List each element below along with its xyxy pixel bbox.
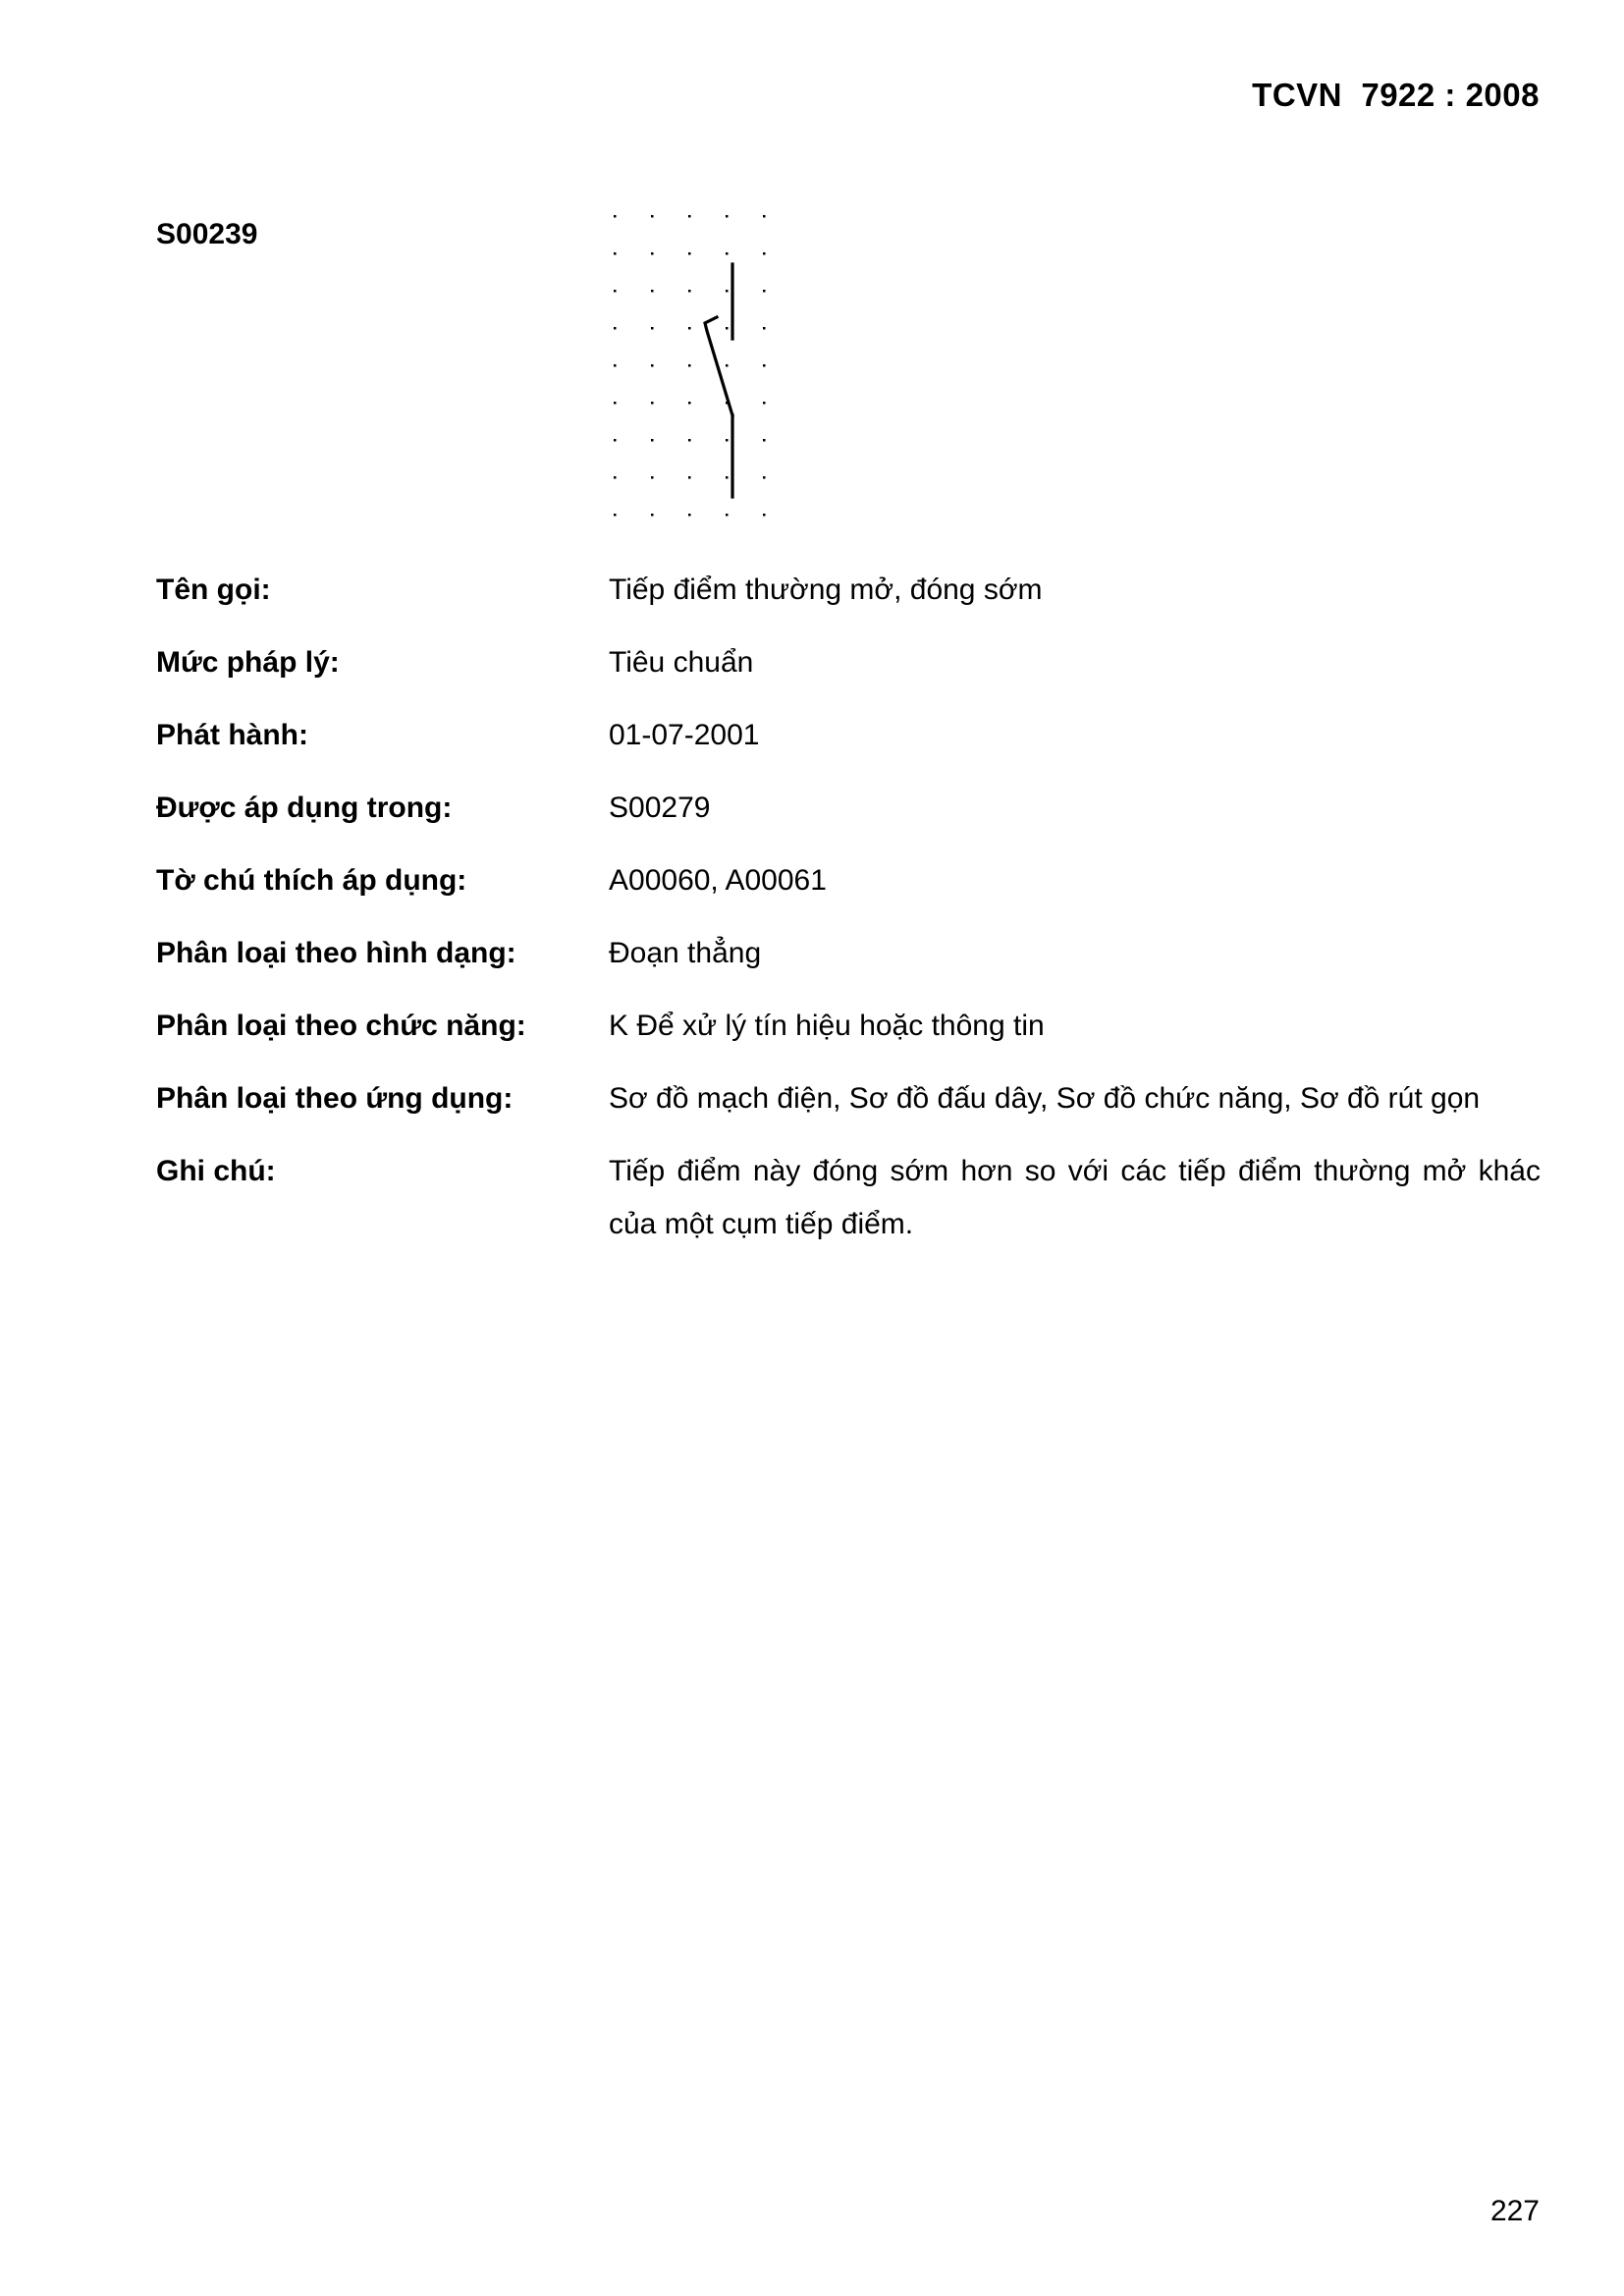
grid-dot (726, 476, 729, 479)
grid-dot (651, 476, 654, 479)
grid-dot (614, 439, 617, 442)
property-row-shape-class (156, 933, 1541, 974)
property-label: Phân loại theo ứng dụng: (156, 1082, 514, 1115)
property-value: 01-07-2001 (609, 719, 760, 751)
property-row-name (156, 570, 1541, 611)
grid-dot (763, 290, 766, 293)
property-row-issued (156, 715, 1541, 756)
property-label: Phân loại theo hình dạng: (156, 937, 516, 969)
grid-dot (726, 252, 729, 255)
grid-dot (726, 514, 729, 517)
grid-dot (688, 327, 691, 330)
grid-dot (726, 439, 729, 442)
page-number: 227 (1489, 2195, 1540, 2227)
grid-dot (763, 252, 766, 255)
grid-dot (614, 402, 617, 405)
grid-dot (763, 402, 766, 405)
grid-dot (688, 476, 691, 479)
grid-dot (763, 215, 766, 218)
grid-dot (726, 290, 729, 293)
grid-dot (763, 514, 766, 517)
grid-dot (763, 476, 766, 479)
property-value: Đoạn thẳng (609, 937, 762, 969)
movable-contact-blade (705, 317, 732, 415)
property-row-note (156, 1151, 1541, 1251)
standard-code-header: TCVN 7922 : 2008 (1252, 77, 1540, 113)
grid-dot (688, 439, 691, 442)
property-row-function-class (156, 1006, 1541, 1047)
grid-dot (688, 215, 691, 218)
grid-dot (651, 514, 654, 517)
grid-dot (651, 364, 654, 367)
grid-dot (688, 364, 691, 367)
property-value: K Để xử lý tín hiệu hoặc thông tin (609, 1010, 1045, 1042)
grid-dot (651, 439, 654, 442)
property-label: Phân loại theo chức năng: (156, 1010, 526, 1042)
property-row-annotation-sheets (156, 860, 1541, 902)
grid-dot (726, 364, 729, 367)
property-label: Ghi chú: (156, 1155, 276, 1187)
grid-dot (763, 439, 766, 442)
grid-dots (614, 215, 766, 517)
grid-dot (614, 514, 617, 517)
property-value: A00060, A00061 (609, 864, 827, 897)
grid-dot (651, 215, 654, 218)
grid-dot (763, 327, 766, 330)
grid-dot (614, 327, 617, 330)
property-label: Mức pháp lý: (156, 646, 340, 679)
property-label: Được áp dụng trong: (156, 792, 453, 824)
grid-dot (614, 476, 617, 479)
property-row-application-class (156, 1078, 1541, 1120)
grid-dot (614, 290, 617, 293)
grid-dot (614, 252, 617, 255)
grid-dot (726, 327, 729, 330)
grid-dot (651, 327, 654, 330)
property-value: Sơ đồ mạch điện, Sơ đồ đấu dây, Sơ đồ chức năng, Sơ đồ rút gọn (609, 1082, 1481, 1115)
grid-dot (688, 514, 691, 517)
property-value: Tiêu chuẩn (609, 646, 754, 679)
grid-dot (651, 290, 654, 293)
contact-symbol-icon (601, 201, 787, 545)
grid-dot (651, 402, 654, 405)
grid-dot (614, 215, 617, 218)
property-label: Tên gọi: (156, 574, 271, 606)
grid-dot (688, 290, 691, 293)
grid-dot (763, 364, 766, 367)
property-row-legal-level (156, 642, 1541, 683)
property-label: Tờ chú thích áp dụng: (156, 864, 467, 897)
property-value: Tiếp điểm này đóng sớm hơn so với các tiếp điểm thường mở khác của một cụm tiếp điểm. (609, 1155, 1541, 1240)
grid-dot (688, 402, 691, 405)
property-value: S00279 (609, 792, 711, 824)
grid-dot (688, 252, 691, 255)
property-label: Phát hành: (156, 719, 308, 751)
property-row-applied-in (156, 788, 1541, 829)
property-list (156, 570, 1541, 1283)
symbol-id: S00239 (156, 218, 258, 250)
grid-dot (726, 215, 729, 218)
grid-dot (614, 364, 617, 367)
property-value: Tiếp điểm thường mở, đóng sớm (609, 574, 1043, 606)
grid-dot (651, 252, 654, 255)
